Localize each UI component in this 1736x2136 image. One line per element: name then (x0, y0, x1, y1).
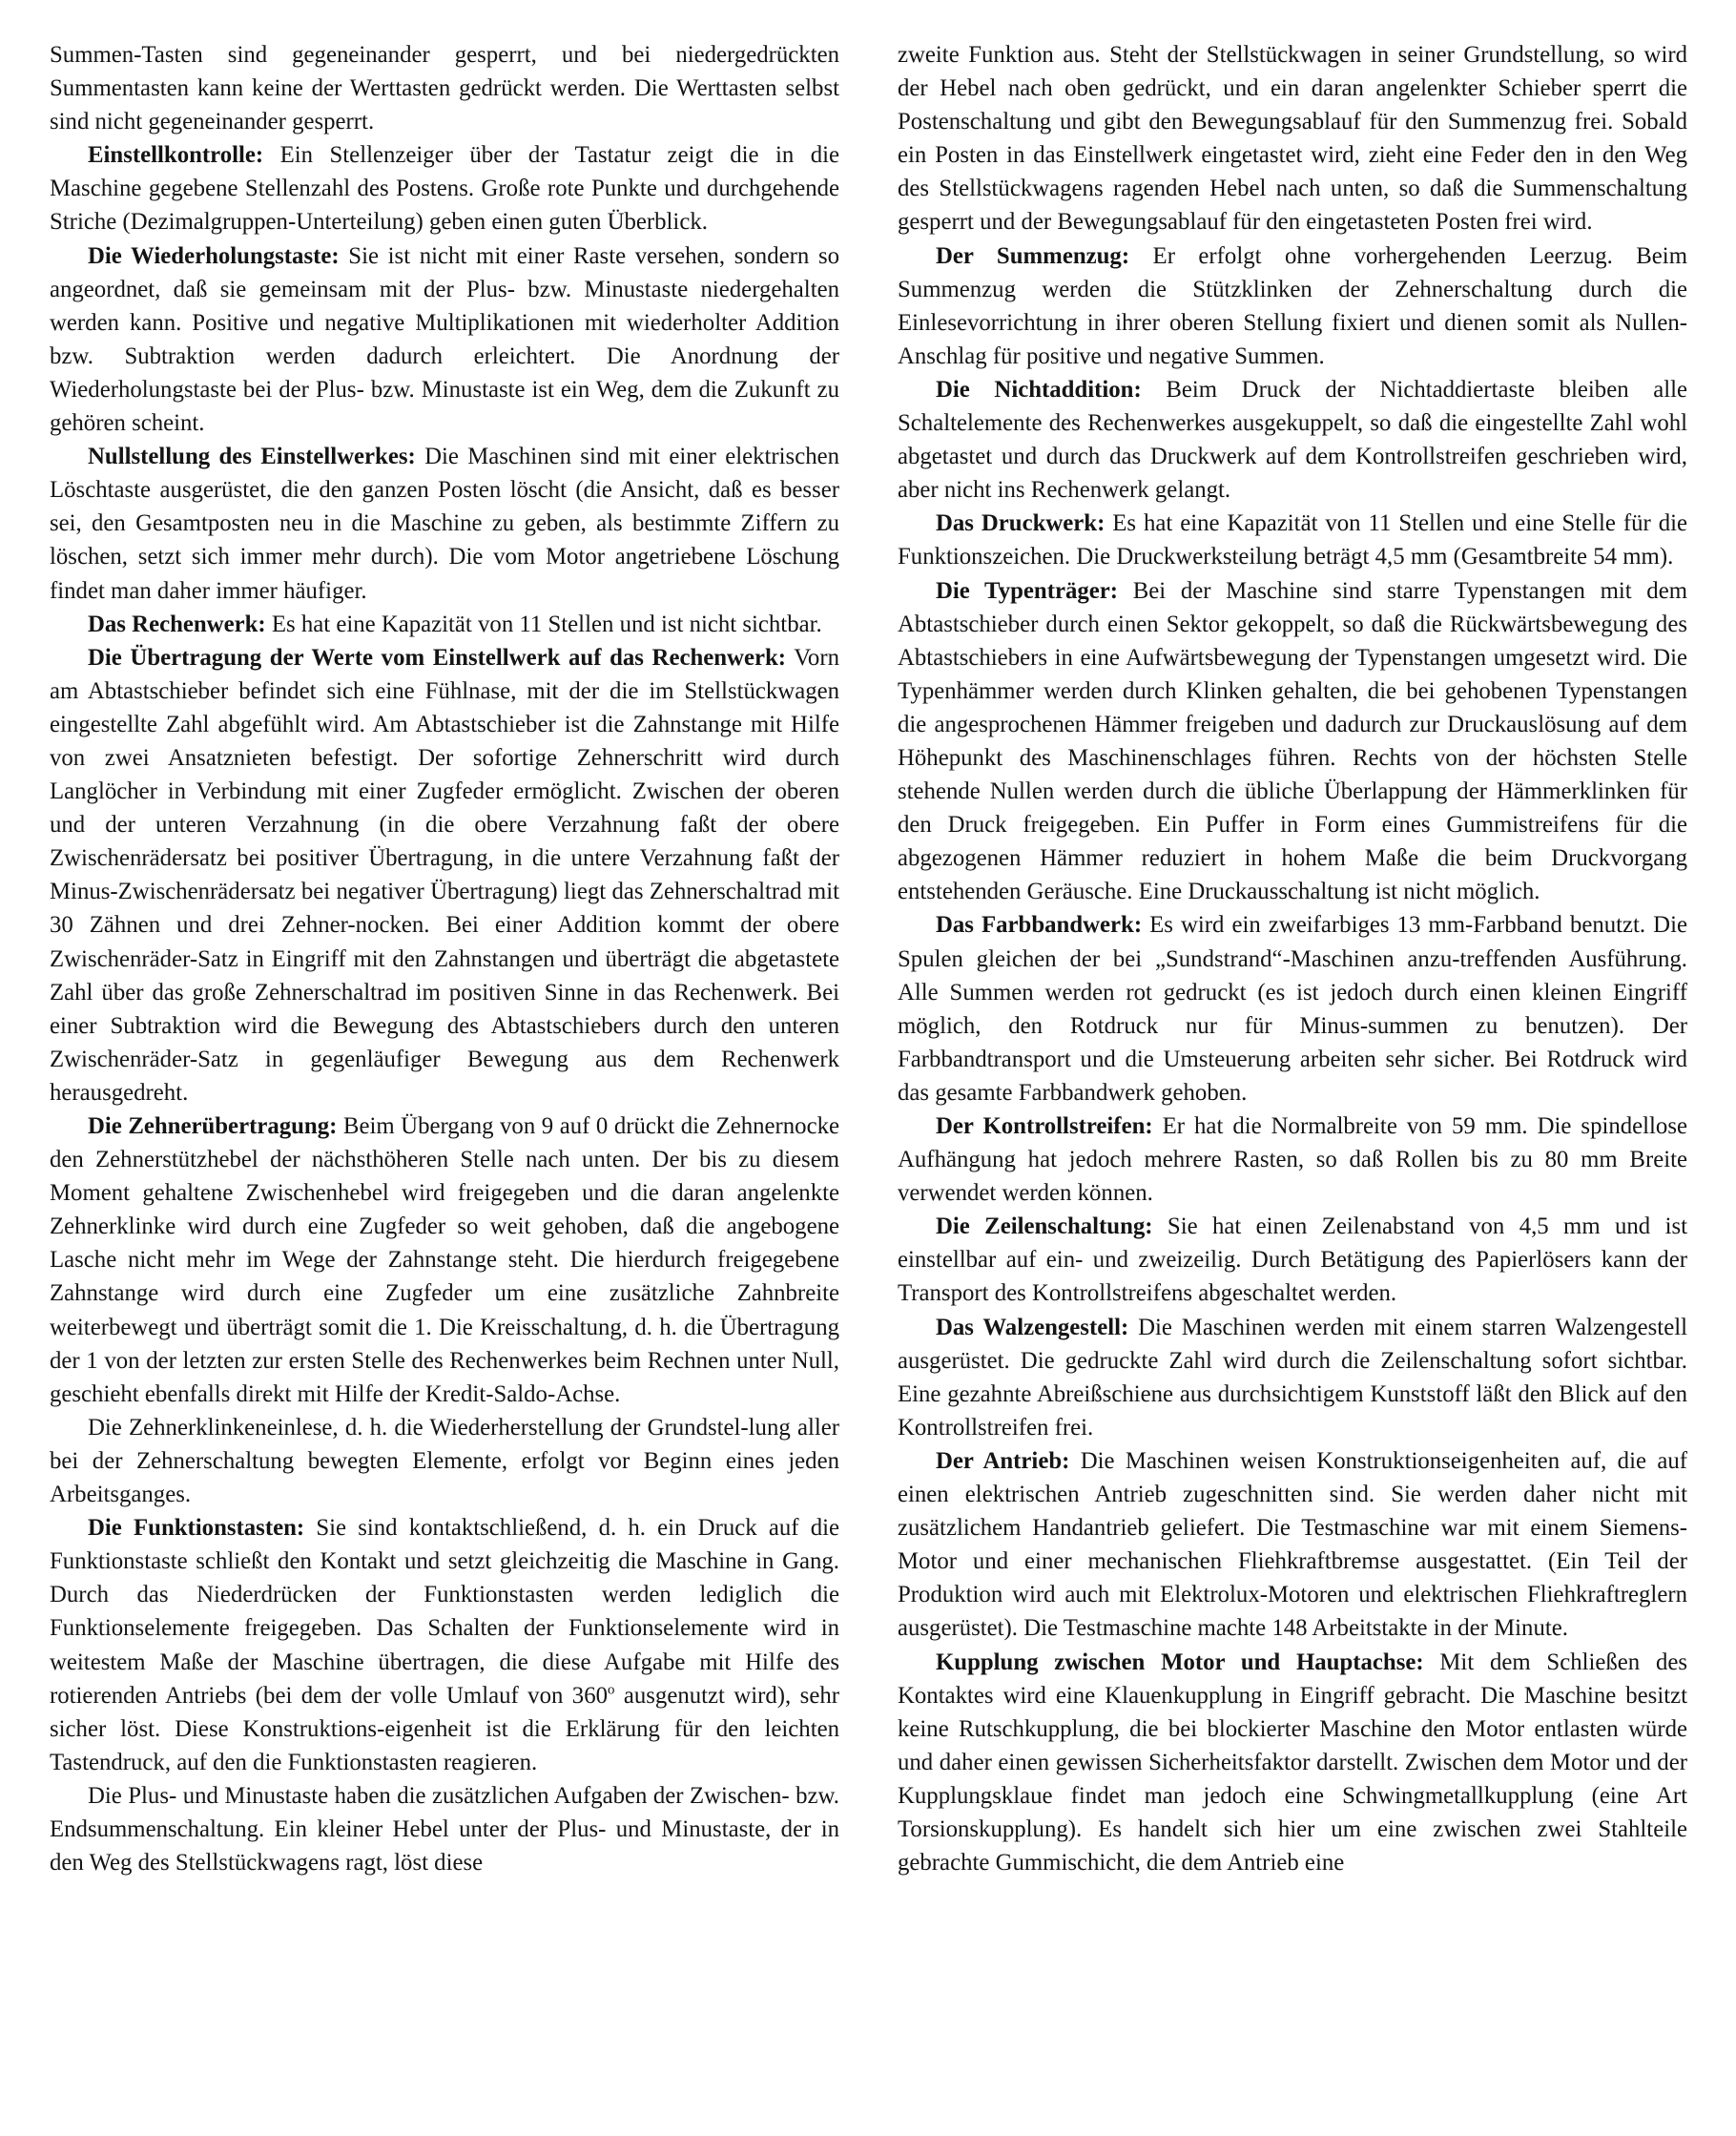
paragraph-text: Beim Druck der Nichtaddiertaste bleiben alle Schaltelemente des Rechenwerkes ausgekuppelt, so daß die eingestellte Zahl wohl abgetastet und durch das Druckwerk auf dem Kontrollstreifen geschrieben wird, aber nicht ins Rechenwerk gelangt. (898, 376, 1687, 504)
left-column (50, 38, 839, 1879)
paragraph-text: Bei der Maschine sind starre Typenstangen mit dem Abtastschieber durch einen Sektor gekoppelt, so daß die Rückwärtsbewegung des Abtastschiebers in eine Aufwärtsbewegung der Typenstangen umgesetzt wird. Die Typenhämmer werden durch Klinken gehalten, die bei gehobenen Typenstangen die angesprochenen Hämmer freigeben und dadurch zur Druckauslösung auf dem Höhepunkt des Maschinenschlages führen. Rechts von der höchsten Stelle stehende Nullen werden durch die übliche Überlappung der Hämmerklinken für den Druck freigegeben. Ein Puffer in Form eines Gummistreifens für die abgezogenen Hämmer reduziert in hohem Maße die beim Druckvorgang entstehenden Geräusche. Eine Druckausschaltung ist nicht möglich. (898, 577, 1687, 905)
paragraph-text: Es hat eine Kapazität von 11 Stellen und ist nicht sichtbar. (265, 611, 822, 637)
paragraph-nichtaddition (898, 373, 1687, 507)
paragraph-zehnerklinkeneinlese (50, 1411, 839, 1511)
paragraph-antrieb (898, 1444, 1687, 1646)
section-heading: Einstellkontrolle: (88, 142, 264, 169)
paragraph-text: Sie sind kontaktschließend, d. h. ein Druck auf die Funktionstaste schließt den Kontakt und setzt gleichzeitig die Maschine in Gang. Durch das Niederdrücken der Funktionstasten werden lediglich die Funktionselemente freigegeben. Das Schalten der Funktionselemente wird in weitestem Maße der Maschine übertragen, die diese Aufgabe mit Hilfe des rotierenden Antriebs (bei dem der volle Umlauf von 360 (50, 1515, 839, 1709)
paragraph-farbbandwerk (898, 908, 1687, 1109)
section-heading: Der Antrieb: (936, 1447, 1070, 1474)
paragraph-summenzug (898, 239, 1687, 373)
paragraph-text: Er hat die Normalbreite von 59 mm. Die spindellose Aufhängung hat jedoch mehrere Rasten, so daß Rollen bis zu 80 mm Breite verwendet werden können. (898, 1113, 1687, 1207)
section-heading: Kupplung zwischen Motor und Hauptachse: (936, 1649, 1424, 1675)
paragraph-text: Sie hat einen Zeilenabstand von 4,5 mm und ist einstellbar auf ein- und zweizeilig. Durch Betätigung des Papierlösers kann der Transport des Kontrollstreifens abgeschaltet werden. (898, 1213, 1687, 1307)
paragraph-text: Beim Übergang von 9 auf 0 drückt die Zehnernocke den Zehnerstützhebel der nächsthöheren Stelle nach unten. Der bis zu diesem Moment gehaltene Zwischenhebel wird freigegeben und die daran angelenkte Zehnerklinke wird durch eine Zugfeder so weit gehoben, daß die angebogene Lasche nicht mehr im Wege der Zahnstange steht. Die hierdurch freigegebene Zahnstange wird durch eine Zugfeder um eine zusätzliche Zahnbreite weiterbewegt und überträgt somit die 1. Die Kreisschaltung, d. h. die Übertragung der 1 von der letzten zur ersten Stelle des Rechenwerkes beim Rechnen unter Null, geschieht ebenfalls direkt mit Hilfe der Kredit-Saldo-Achse. (50, 1113, 839, 1407)
section-heading: Die Zeilenschaltung: (936, 1213, 1153, 1240)
paragraph-text: Die Maschinen weisen Konstruktionseigenheiten auf, die auf einen elektrischen Antrieb zugeschnitten sind. Sie werden daher nicht mit zusätzlichem Handantrieb geliefert. Die Testmaschine war mit einem Siemens-Motor und einer mechanischen Fliehkraftbremse ausgestattet. (Ein Teil der Produktion wird auch mit Elektrolux-Motoren und elektrischen Fliehkraftreglern ausgerüstet). Die Testmaschine machte 148 Arbeitstakte in der Minute. (898, 1447, 1687, 1642)
paragraph-text: Die Maschinen sind mit einer elektrischen Löschtaste ausgerüstet, die den ganzen Posten löscht (die Ansicht, daß es besser sei, den Gesamtposten neu in die Maschine zu geben, als bestimmte Ziffern zu löschen, setzt sich immer mehr durch). Die vom Motor angetriebene Löschung findet man daher immer häufiger. (50, 444, 840, 604)
paragraph-text: Es wird ein zweifarbiges 13 mm-Farbband benutzt. Die Spulen gleichen der bei „Sundstrand“-Maschinen anzu-treffenden Ausführung. Alle Summen werden rot gedruckt (es ist jedoch durch einen kleinen Eingriff möglich, den Rotdruck nur für Minus-summen zu benutzen). Der Farbbandtransport und die Umsteuerung arbeiten sehr sicher. Bei Rotdruck wird das gesamte Farbbandwerk gehoben. (898, 912, 1687, 1106)
section-heading: Das Druckwerk: (936, 510, 1106, 537)
right-column (898, 38, 1687, 1879)
paragraph-wiederholungstaste (50, 239, 839, 441)
paragraph-nullstellung (50, 440, 839, 607)
paragraph-text: zweite Funktion aus. Steht der Stellstückwagen in seiner Grundstellung, so wird der Hebel nach oben gedrückt, und ein daran angelenkter Schieber sperrt die Postenschaltung und gibt den Bewegungsablauf für den Summenzug frei. Sobald ein Posten in das Einstellwerk eingetastet wird, zieht eine Feder den in den Weg des Stellstückwagens ragenden Hebel nach unten, so daß die Summenschaltung gesperrt und der Bewegungsablauf für den eingetasteten Posten frei wird. (898, 42, 1687, 236)
section-heading: Das Farbbandwerk: (936, 912, 1143, 939)
paragraph-text: Die Zehnerklinkeneinlese, d. h. die Wiederherstellung der Grundstel-lung aller bei der Zehnerschaltung bewegten Elemente, erfolgt vor Beginn eines jeden Arbeitsganges. (50, 1414, 839, 1508)
paragraph-typentraeger (898, 574, 1687, 909)
section-heading: Der Summenzug: (936, 242, 1130, 269)
paragraph-text: Sie ist nicht mit einer Raste versehen, sondern so angeordnet, daß sie gemeinsam mit der Plus- bzw. Minustaste niedergehalten werden kann. Positive und negative Multiplikationen mit wiederholter Addition bzw. Subtraktion werden dadurch erleichtert. Die Anordnung der Wiederholungstaste bei der Plus- bzw. Minustaste ist ein Weg, dem die Zukunft zu gehören scheint. (50, 242, 839, 437)
section-heading: Das Walzengestell: (936, 1314, 1129, 1340)
paragraph-text: Es hat eine Kapazität von 11 Stellen und eine Stelle für die Funktionszeichen. Die Druckwerksteilung beträgt 4,5 mm (Gesamtbreite 54 mm). (898, 510, 1687, 570)
paragraph (50, 38, 839, 138)
paragraph-druckwerk (898, 507, 1687, 573)
paragraph-rechenwerk (50, 608, 839, 641)
section-heading: Die Nichtaddition: (936, 376, 1142, 403)
paragraph (898, 38, 1687, 239)
paragraph-text: Die Maschinen werden mit einem starren Walzengestell ausgerüstet. Die gedruckte Zahl wird durch die Zeilenschaltung sofort sichtbar. Eine gezahnte Abreißschiene aus durchsichtigem Kunststoff läßt den Blick auf den Kontrollstreifen frei. (898, 1314, 1687, 1441)
section-heading: Die Zehnerübertragung: (88, 1113, 338, 1139)
section-heading: Das Rechenwerk: (88, 611, 266, 637)
paragraph-funktionstasten (50, 1511, 839, 1779)
section-heading: Die Wiederholungstaste: (88, 242, 340, 269)
paragraph-kontrollstreifen (898, 1109, 1687, 1210)
paragraph-zehneruebertragung (50, 1109, 839, 1411)
paragraph-plus-minustaste (50, 1779, 839, 1879)
paragraph-walzengestell (898, 1311, 1687, 1444)
section-heading: Die Funktionstasten: (88, 1515, 305, 1542)
paragraph-text: Ein Stellenzeiger über der Tastatur zeigt die in die Maschine gegebene Stellenzahl des Postens. Große rote Punkte und durchgehende Striche (Dezimalgruppen-Unterteilung) geben einen guten Überblick. (50, 142, 839, 236)
paragraph-text: Mit dem Schließen des Kontaktes wird eine Klauenkupplung in Eingriff gebracht. Die Maschine besitzt keine Rutschkupplung, die bei blockierter Maschine den Motor entlasten würde und daher einen gewissen Sicherheitsfaktor darstellt. Zwischen dem Motor und der Kupplungsklaue findet man jedoch eine Schwingmetallkupplung (eine Art Torsionskupplung). Es handelt sich hier um eine zwischen zwei Stahlteile gebrachte Gummischicht, die dem Antrieb eine (898, 1649, 1687, 1877)
section-heading: Die Typenträger: (936, 577, 1119, 604)
paragraph-uebertragung (50, 641, 839, 1109)
paragraph-einstellkontrolle (50, 138, 839, 238)
section-heading: Nullstellung des Einstellwerkes: (88, 444, 416, 470)
section-heading: Die Übertragung der Werte vom Einstellwerk auf das Rechenwerk: (88, 644, 787, 671)
paragraph-text: Vorn am Abtastschieber befindet sich eine Fühlnase, mit der die im Stellstückwagen eingestellte Zahl abgefühlt wird. Am Abtastschieber ist die Zahnstange mit Hilfe von zwei Ansatznieten befestigt. Der sofortige Zehnerschritt wird durch Langlöcher in Verbindung mit einer Zugfeder ermöglicht. Zwischen der oberen und der unteren Verzahnung (in die obere Verzahnung faßt der obere Zwischenrädersatz bei positiver Übertragung, in die untere Verzahnung faßt der Minus-Zwischenrädersatz bei negativer Übertragung) liegt das Zehnerschaltrad mit 30 Zähnen und drei Zehner-nocken. Bei einer Addition kommt der obere Zwischenräder-Satz in Eingriff mit den Zahnstangen und überträgt die abgetastete Zahl über das große Zehnerschaltrad im positiven Sinne in das Rechenwerk. Bei einer Subtraktion wird die Bewegung des Abtastschiebers durch den unteren Zwischenräder-Satz in gegenläufiger Bewegung aus dem Rechenwerk herausgedreht. (50, 644, 839, 1106)
paragraph-text: Summen-Tasten sind gegeneinander gesperrt, und bei niedergedrückten Summentasten kann keine der Werttasten gedrückt werden. Die Werttasten selbst sind nicht gegeneinander gesperrt. (50, 42, 839, 135)
paragraph-zeilenschaltung (898, 1210, 1687, 1310)
degree-superscript: o (608, 1682, 615, 1698)
paragraph-kupplung (898, 1646, 1687, 1880)
paragraph-text: Die Plus- und Minustaste haben die zusätzlichen Aufgaben der Zwischen- bzw. Endsummenschaltung. Ein kleiner Hebel unter der Plus- und Minustaste, der in den Weg des Stellstückwagens ragt, löst diese (50, 1782, 839, 1877)
paragraph-text: Er erfolgt ohne vorhergehenden Leerzug. Beim Summenzug werden die Stützklinken der Zehnerschaltung durch die Einlesevorrichtung in ihrer oberen Stellung fixiert und dienen somit als Nullen-Anschlag für positive und negative Summen. (898, 242, 1687, 369)
paragraph-text: ausgenutzt wird), sehr sicher löst. Diese Konstruktions-eigenheit ist die Erklärung für den leichten Tastendruck, auf den die Funktionstasten reagieren. (50, 1682, 839, 1775)
section-heading: Der Kontrollstreifen: (936, 1113, 1153, 1139)
